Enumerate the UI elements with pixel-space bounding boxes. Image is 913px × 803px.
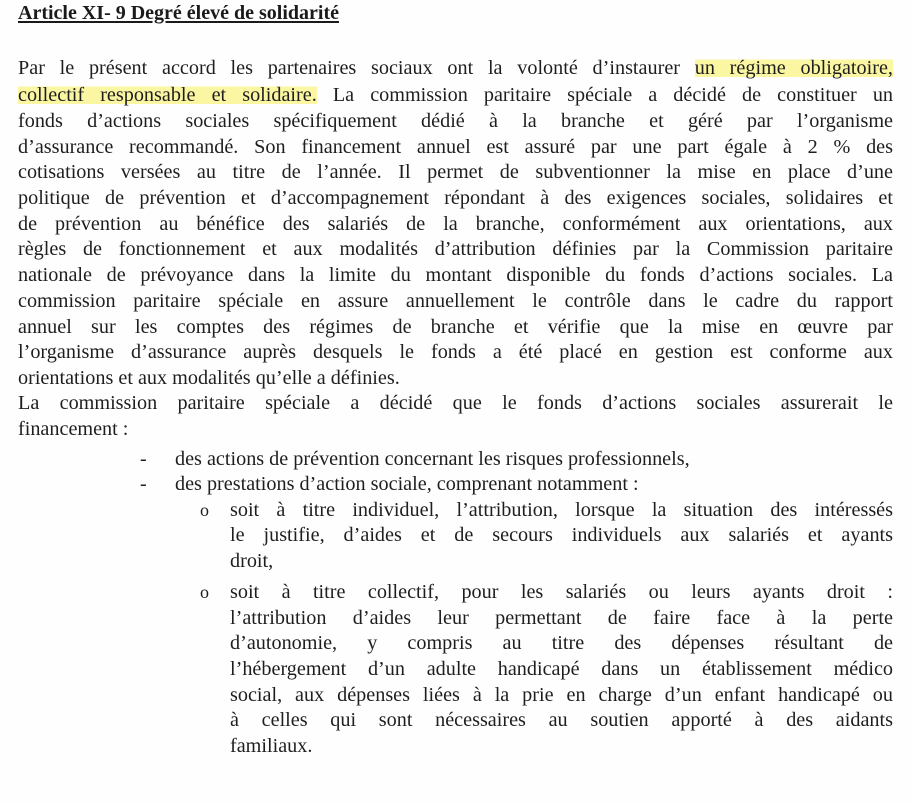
paragraph-line: annuel sur les comptes des régimes de branche et vérifie que la mise en œuvre par — [18, 316, 893, 338]
paragraph-line: nationale de prévoyance dans la limite du montant disponible du fonds d’actions sociales. La — [18, 264, 893, 286]
paragraph-line: d’assurance recommandé. Son financement annuel est assuré par une part égale à 2 % des — [18, 136, 893, 158]
text-segment: Par le présent accord les partenaires sociaux ont la volonté d’instaurer — [18, 57, 695, 79]
paragraph-line: de prévention au bénéfice des salariés de la branche, conformément aux orientations, aux — [18, 213, 893, 235]
paragraph-line: l’organisme d’assurance auprès desquels le fonds a été placé en gestion est conforme aux — [18, 341, 893, 363]
sublist-line: social, aux dépenses liées à la prie en charge d’un enfant handicapé ou — [230, 684, 893, 706]
circle-bullet-icon: o — [200, 500, 209, 520]
paragraph-line — [18, 56, 893, 80]
sublist-line: soit à titre collectif, pour les salariés ou leurs ayants droit : — [230, 581, 893, 603]
highlighted-text: collectif responsable et solidaire. — [18, 84, 317, 106]
highlighted-text: un régime obligatoire, — [694, 57, 893, 79]
paragraph-line: commission paritaire spéciale en assure annuellement le contrôle dans le cadre du rapport — [18, 290, 893, 312]
paragraph-line: politique de prévention et d’accompagnement répondant à des exigences sociales, solidaires et — [18, 187, 893, 209]
sublist-line: le justifie, d’aides et de secours individuels aux salariés et ayants — [230, 524, 893, 546]
sublist-line: soit à titre individuel, l’attribution, lorsque la situation des intéressés — [230, 499, 893, 521]
dash-bullet-icon: - — [140, 448, 147, 470]
list-item: des prestations d’action sociale, comprenant notamment : — [175, 473, 639, 495]
paragraph-line: règles de fonctionnement et aux modalités d’attribution définies par la Commission paritaire — [18, 238, 893, 260]
paragraph-line: orientations et aux modalités qu’elle a définies. — [18, 367, 400, 389]
sublist-line: l’hébergement d’un adulte handicapé dans un établissement médico — [230, 658, 893, 680]
dash-bullet-icon: - — [140, 473, 147, 495]
paragraph-line: financement : — [18, 418, 129, 440]
paragraph-line: cotisations versées au titre de l’année. Il permet de subventionner la mise en place d’une — [18, 161, 893, 183]
sublist-line: droit, — [230, 550, 274, 572]
sublist-line: familiaux. — [230, 735, 313, 757]
sublist-line: à celles qui sont nécessaires au soutien apporté à des aidants — [230, 709, 893, 731]
paragraph-line — [18, 83, 893, 107]
circle-bullet-icon: o — [200, 582, 209, 602]
sublist-line: l’attribution d’aides leur permettant de faire face à la perte — [230, 607, 893, 629]
article-title: Article XI- 9 Degré élevé de solidarité — [18, 2, 339, 24]
list-item: des actions de prévention concernant les risques professionnels, — [175, 448, 690, 470]
paragraph-line: fonds d’actions sociales spécifiquement dédié à la branche et géré par l’organisme — [18, 110, 893, 132]
paragraph-line: La commission paritaire spéciale a décidé que le fonds d’actions sociales assurerait le — [18, 392, 893, 414]
sublist-line: d’autonomie, y compris au titre des dépenses résultant de — [230, 632, 893, 654]
text-segment: La commission paritaire spéciale a décidé de constituer un — [316, 84, 894, 106]
